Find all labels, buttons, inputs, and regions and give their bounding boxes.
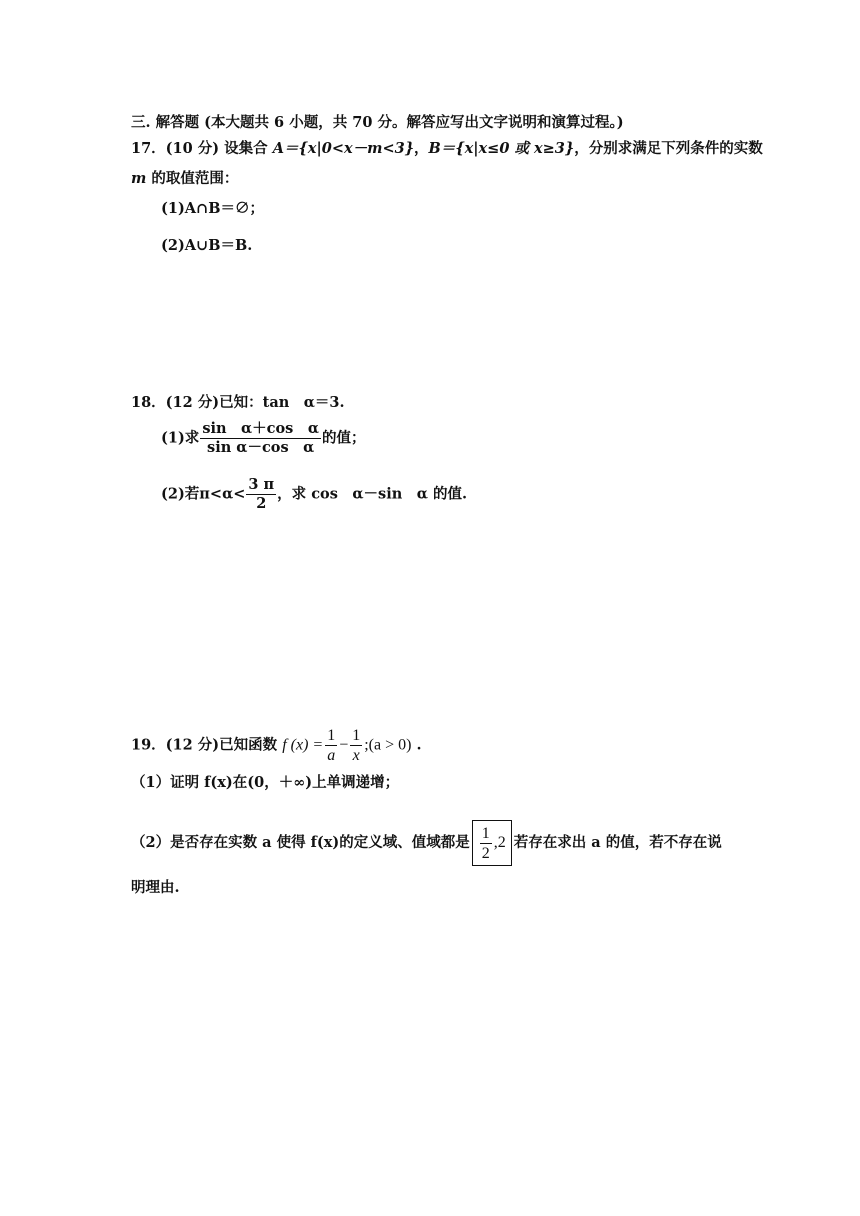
q17-set-b: B＝{x|x≤0 或 x≥3} — [428, 140, 575, 157]
q19-fx: f (x) = — [282, 736, 324, 754]
q17-line2 — [131, 169, 238, 189]
q19-part2-line2: 明理由. — [131, 879, 180, 896]
q19-interval-den: 2 — [481, 844, 490, 862]
q18-p2-numerator: 3 π — [248, 476, 275, 493]
q19-condition: ;(a > 0) — [364, 736, 412, 754]
q19-part1: （1）证明 f(x)在(0，＋∞)上单调递增； — [131, 774, 400, 791]
q19-minus: − — [339, 736, 349, 754]
q17-part2: (2)A∪B＝B. — [161, 237, 253, 254]
q19-p2-suffix: 若存在求出 a 的值，若不存在说 — [513, 834, 722, 851]
q17-line1 — [131, 139, 763, 159]
q17-prefix: 17．(10 分) 设集合 — [131, 140, 273, 157]
q18-head: 18．(12 分)已知：tan α＝3. — [131, 394, 345, 411]
q18-p1-prefix: (1)求 — [161, 429, 200, 447]
q17-suffix: ，分别求满足下列条件的实数 — [574, 140, 763, 157]
q19-interval-right: ,2 — [493, 834, 506, 851]
q18-p1-fraction — [200, 420, 321, 457]
q19-frac-x-den: x — [352, 747, 360, 764]
q19-part2 — [131, 820, 722, 866]
q18-part2 — [161, 476, 467, 513]
q17-line2-text: 的取值范围： — [146, 170, 239, 187]
q17-part1: (1)A∩B＝∅； — [161, 200, 264, 217]
q19-interval — [472, 820, 512, 866]
q19-interval-frac — [480, 824, 492, 863]
q19-end: . — [411, 736, 422, 754]
q18-p1-denominator: sin α－cos α — [207, 439, 315, 456]
q18-p1-numerator: sin α＋cos α — [202, 420, 320, 437]
q19-prefix: 19．(12 分)已知函数 — [131, 736, 283, 754]
q18-p2-suffix: ，求 cos α－sin α 的值. — [277, 485, 467, 503]
q19-frac-a-den: a — [327, 747, 336, 764]
q19-p2-prefix: （2）是否存在实数 a 使得 f(x)的定义域、值域都是 — [131, 834, 470, 851]
q19-frac-a — [325, 726, 337, 765]
q18-p2-denominator: 2 — [256, 495, 267, 512]
q18-p2-fraction — [246, 476, 276, 513]
q18-p2-prefix: (2)若π<α< — [161, 485, 246, 503]
q19-head — [131, 726, 422, 765]
q17-var-m: m — [131, 170, 147, 187]
q19-frac-a-num: 1 — [327, 727, 336, 744]
q17-set-a: A＝{x|0<x－m<3} — [272, 140, 415, 157]
section-title: 三. 解答题 (本大题共 6 小题，共 70 分。解答应写出文字说明和演算过程。) — [131, 114, 624, 131]
q19-frac-x-num: 1 — [352, 727, 361, 744]
q18-part1 — [161, 420, 366, 457]
q19-frac-x — [350, 726, 362, 765]
q18-p1-suffix: 的值； — [322, 429, 366, 447]
q19-interval-num: 1 — [481, 824, 490, 842]
q17-sep: ， — [414, 140, 429, 157]
